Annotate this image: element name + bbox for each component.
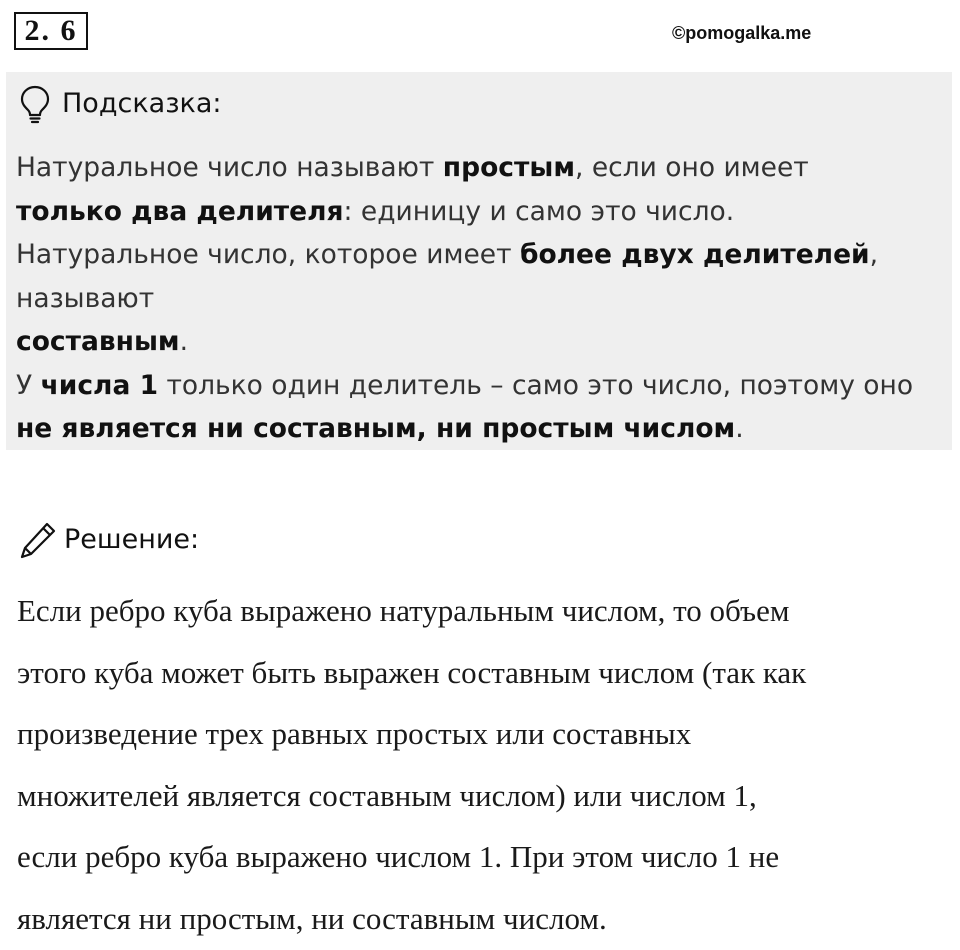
lightbulb-icon [20,84,50,124]
solution-text [17,580,947,949]
pencil-icon [18,520,58,560]
term-more-divisors: более двух делителей [519,239,870,270]
solution-line: произведение трех равных простых или составных [17,716,692,751]
hint-title [20,84,222,124]
solution-title-label: Решение: [64,524,200,555]
term-composite: составным [16,326,180,357]
solution-line: является ни простым, ни составным числом. [17,900,607,936]
term-neither: не является ни составным, ни простым числом [16,413,736,444]
term-number-one: числа 1 [40,369,159,401]
term-prime: простым [442,152,575,183]
task-number: 2. 6 [14,12,88,50]
page-header [0,0,960,60]
solution-line: этого куба может быть выражен составным числом (так как [17,654,807,690]
hint-text: Натуральное число называют простым, если оно имеет только два делителя: единицу и само это число. Натуральное число, которое имеет более двух делителей, называют составным. У числа 1 только один делитель – само это число, поэтому оно не является ни составным, ни простым числом. [16,152,914,444]
hint-box [6,72,952,450]
term-two-divisors: только два делителя [16,195,344,227]
solution-line: если ребро куба выражено числом 1. При этом число 1 не [17,839,780,874]
solution-line: множителей является составным числом) или числом 1, [17,777,757,813]
solution-line: Если ребро куба выражено натуральным числом, то объем [17,593,790,628]
copyright-text: ©pomogalka.me [672,23,812,43]
hint-title-label: Подсказка: [62,88,222,119]
solution-title [18,518,199,562]
